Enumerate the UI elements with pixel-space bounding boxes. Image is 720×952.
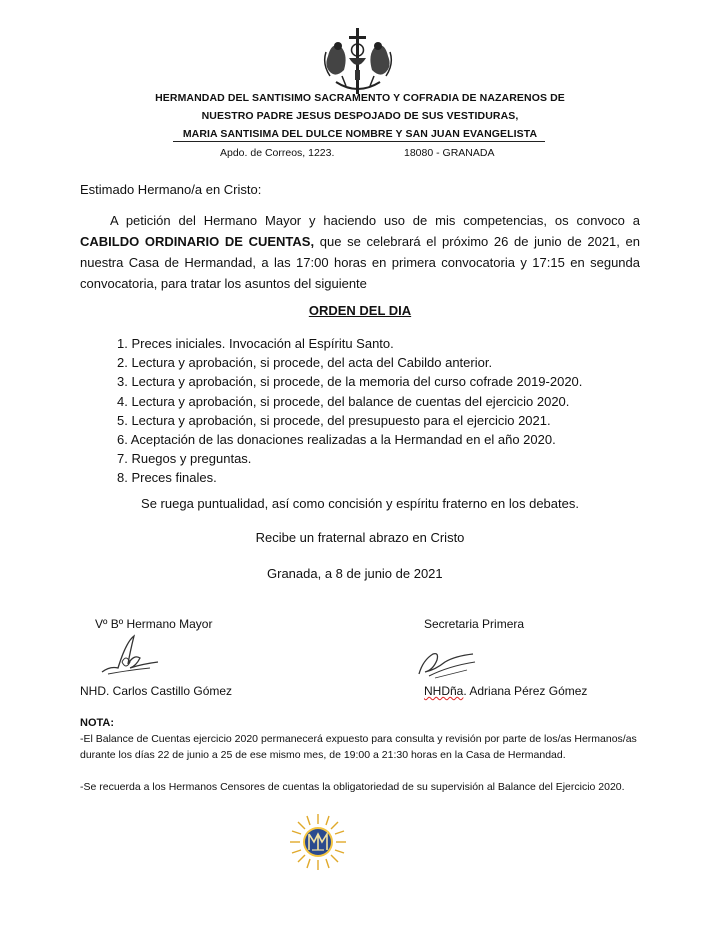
marian-monogram-emblem-icon xyxy=(288,812,348,872)
signature-secretary-icon xyxy=(415,640,477,680)
signature-label-secretary: Secretaria Primera xyxy=(424,617,525,631)
paragraph-bold-title: CABILDO ORDINARIO DE CUENTAS, xyxy=(80,234,315,249)
header-line-1: HERMANDAD DEL SANTISIMO SACRAMENTO Y COFRADIA DE NAZARENOS DE xyxy=(155,92,565,104)
agenda-item: 1. Preces iniciales. Invocación al Espíritu Santo. xyxy=(117,336,394,351)
note-balance-exhibition: -El Balance de Cuentas ejercicio 2020 permanecerá expuesto para consulta y revisión por parte de los/as Hermanos/as durante los días 22 de junio a 25 de ese mismo mes, de 19:00 a 21:30 horas en la Casa de Hermandad. xyxy=(80,733,637,761)
brotherhood-crest-icon xyxy=(322,26,394,98)
signatory-name-president: NHD. Carlos Castillo Gómez xyxy=(80,684,233,698)
closing-greeting: Recibe un fraternal abrazo en Cristo xyxy=(255,530,465,545)
agenda-item: 8. Preces finales. xyxy=(117,470,217,486)
signatory-name-secretary xyxy=(424,684,587,698)
note-censors-reminder: -Se recuerda a los Hermanos Censores de cuentas la obligatoriedad de su supervisión al Balance del Ejercicio 2020. xyxy=(80,781,625,793)
convocation-paragraph xyxy=(80,210,640,294)
address-postcode-city: 18080 - GRANADA xyxy=(404,147,495,159)
signature-president-icon xyxy=(100,632,160,676)
agenda-item: 2. Lectura y aprobación, si procede, del acta del Cabildo anterior. xyxy=(117,355,493,371)
order-of-day-title: ORDEN DEL DIA xyxy=(308,303,412,318)
agenda-item: 6. Aceptación de las donaciones realizadas a la Hermandad en el año 2020. xyxy=(117,432,556,448)
agenda-item: 3. Lectura y aprobación, si procede, de la memoria del curso cofrade 2019-2020. xyxy=(117,374,583,390)
closing-request: Se ruega puntualidad, así como concisión y espíritu fraterno en los debates. xyxy=(141,496,579,511)
header-divider xyxy=(173,141,545,142)
note-title: NOTA: xyxy=(80,717,115,729)
agenda-list xyxy=(117,334,582,488)
signature-label-president: Vº Bº Hermano Mayor xyxy=(95,617,213,631)
agenda-item: 7. Ruegos y preguntas. xyxy=(117,451,252,467)
name-prefix: NHDña xyxy=(424,684,464,698)
salutation: Estimado Hermano/a en Cristo: xyxy=(80,182,262,197)
header-line-2: NUESTRO PADRE JESUS DESPOJADO DE SUS VESTIDURAS, xyxy=(201,110,519,122)
paragraph-text-2: que se celebrará el próximo 26 de junio de 2021, en nuestra Casa de Hermandad, a las 17:00 horas en primera convocatoria y 17:15 en segunda convocatoria, para tratar los asuntos del siguiente xyxy=(80,234,641,291)
address-po-box: Apdo. de Correos, 1223. xyxy=(220,147,335,159)
place-and-date: Granada, a 8 de junio de 2021 xyxy=(267,566,443,581)
name-rest: . Adriana Pérez Gómez xyxy=(463,684,588,698)
paragraph-text-1: A petición del Hermano Mayor y haciendo uso de mis competencias, os convoco a xyxy=(110,213,640,228)
header-line-3: MARIA SANTISIMA DEL DULCE NOMBRE Y SAN JUAN EVANGELISTA xyxy=(182,128,538,140)
agenda-item: 5. Lectura y aprobación, si procede, del presupuesto para el ejercicio 2021. xyxy=(117,412,551,428)
agenda-item: 4. Lectura y aprobación, si procede, del balance de cuentas del ejercicio 2020. xyxy=(117,393,570,409)
